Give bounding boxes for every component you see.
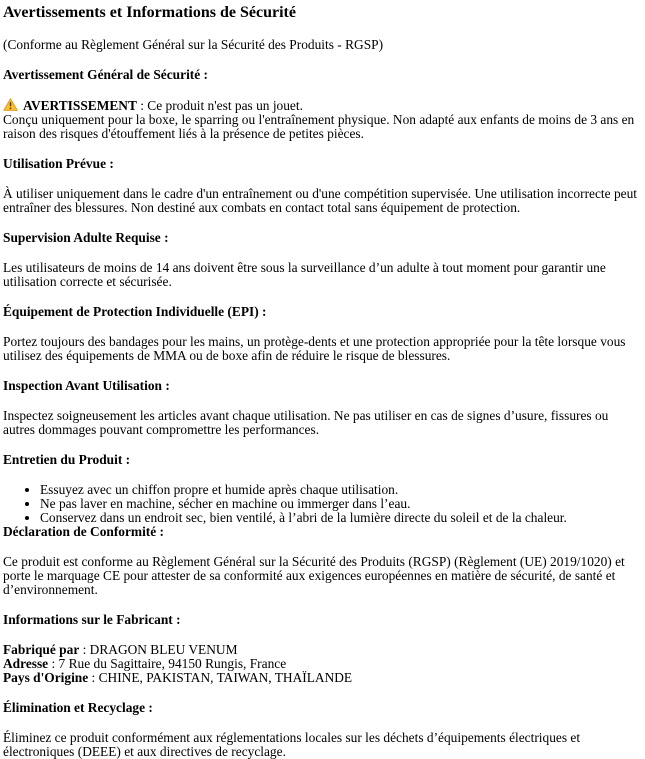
section-heading-general: Avertissement Général de Sécurité :: [3, 67, 209, 82]
section-heading-conformite: Déclaration de Conformité :: [3, 524, 165, 539]
manufacturer-block: [3, 643, 641, 685]
section-heading-inspection: Inspection Avant Utilisation :: [3, 378, 170, 393]
section-heading-recyclage: Élimination et Recyclage :: [3, 700, 153, 715]
paragraph-inspection: Inspectez soigneusement les articles avant chaque utilisation. Ne pas utiliser en cas de signes d’usure, fissures ou autres dommages pouvant compromettre les performances.: [3, 408, 609, 437]
warning-text: : Ce produit n'est pas un jouet.: [136, 98, 303, 113]
section-heading-fabricant: Informations sur le Fabricant :: [3, 612, 181, 627]
address-value: : 7 Rue du Sagittaire, 94150 Rungis, France: [48, 656, 287, 671]
paragraph-recyclage: Éliminez ce produit conformément aux réglementations locales sur les déchets d’équipements électriques et électroniques (DEEE) et aux directives de recyclage.: [3, 730, 581, 759]
origin-label: Pays d'Origine: [3, 670, 89, 685]
paragraph-epi: Portez toujours des bandages pour les mains, un protège-dents et une protection appropriée pour la tête lorsque vous utilisez des équipements de MMA ou de boxe afin de réduire le risque de blessures.: [3, 334, 626, 363]
section-heading-entretien: Entretien du Produit :: [3, 452, 131, 467]
list-item: • Ne pas laver en machine, sécher en machine ou immerger dans l’eau.: [40, 497, 641, 511]
section-heading-supervision: Supervision Adulte Requise :: [3, 230, 169, 245]
warning-label: AVERTISSEMENT: [23, 98, 137, 113]
list-item: • Conservez dans un endroit sec, bien ventilé, à l’abri de la lumière directe du soleil et de la chaleur.: [40, 511, 641, 525]
section-heading-usage: Utilisation Prévue :: [3, 156, 114, 171]
page-title: Avertissements et Informations de Sécurité: [3, 4, 296, 21]
warning-triangle-icon: [3, 98, 18, 111]
paragraph-supervision: Les utilisateurs de moins de 14 ans doivent être sous la surveillance d’un adulte à tout moment pour garantir une utilisation correcte et sécurisée.: [3, 260, 606, 289]
address-label: Adresse: [3, 656, 49, 671]
warning-paragraph: [3, 98, 641, 141]
warning-body: Conçu uniquement pour la boxe, le sparring ou l'entraînement physique. Non adapté aux enfants de moins de 3 ans en raison des risques d'étouffement liés à la présence de petites pièces.: [3, 112, 635, 141]
subtitle: (Conforme au Règlement Général sur la Sécurité des Produits - RGSP): [3, 37, 384, 52]
made-by-value: : DRAGON BLEU VENUM: [79, 642, 238, 657]
list-item: • Essuyez avec un chiffon propre et humide après chaque utilisation.: [40, 483, 641, 497]
paragraph-conformite: Ce produit est conforme au Règlement Général sur la Sécurité des Produits (RGSP) (Règlement (UE) 2019/1020) et porte le marquage CE pour attester de sa conformité aux exigences européennes en matière de sécurité, de santé et d’environnement.: [3, 554, 625, 597]
paragraph-usage: À utiliser uniquement dans le cadre d'un entraînement ou d'une compétition supervisée. Une utilisation incorrecte peut entraîner des blessures. Non destiné aux combats en contact total sans équipement de protection.: [3, 186, 637, 215]
section-heading-epi: Équipement de Protection Individuelle (EPI) :: [3, 304, 267, 319]
made-by-label: Fabriqué par: [3, 642, 80, 657]
origin-value: : CHINE, PAKISTAN, TAIWAN, THAÏLANDE: [88, 670, 353, 685]
care-bullet-list: [3, 483, 641, 525]
